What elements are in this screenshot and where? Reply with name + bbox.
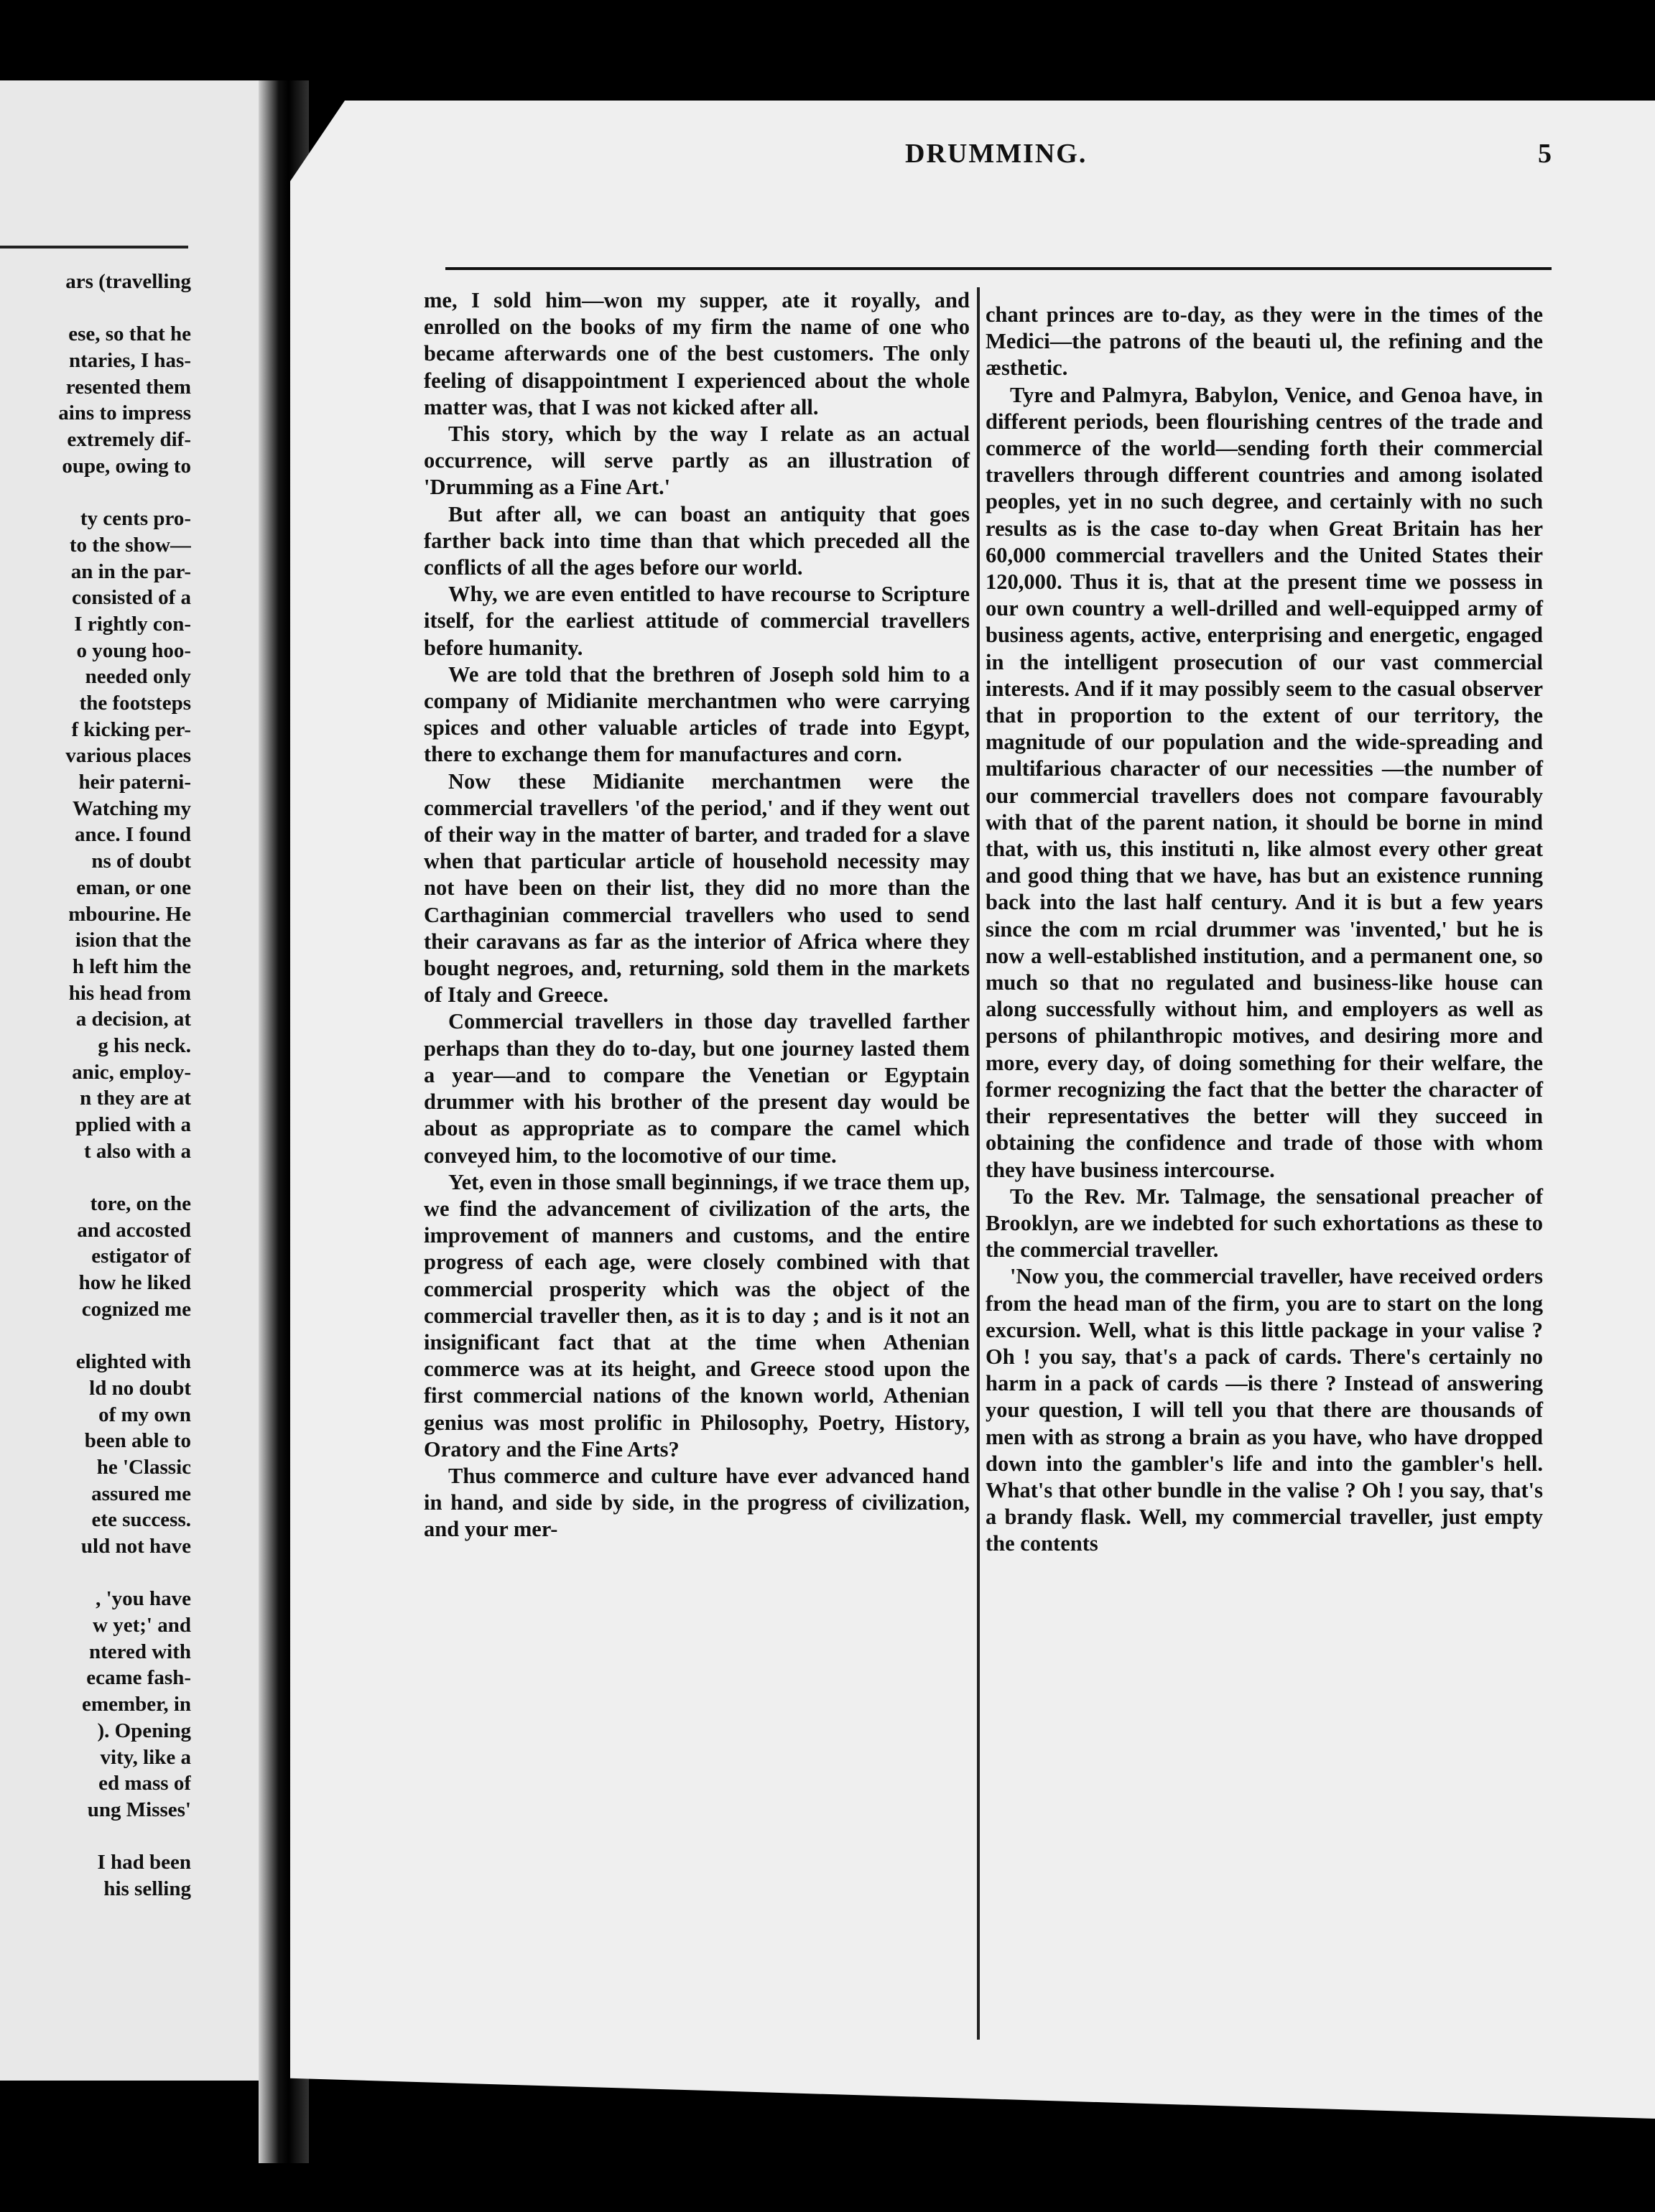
text-line-fragment: g his neck. [98,1033,191,1057]
text-line-fragment: Watching my [72,796,191,820]
page-header [445,138,1552,169]
text-line-fragment: various places [65,744,191,768]
line-gap [3,1823,191,1850]
paragraph: This story, which by the way I relate as an actual occurrence, will serve partly as an illustration of 'Drumming as a Fine Art.' [424,422,970,500]
left-page-text [3,269,191,1902]
paragraph: Tyre and Palmyra, Babylon, Venice, and Genoa have, in different periods, been flourishing centres of the trade and commerce of the world—sending forth their commercial travellers through different countries and among isolated peoples, yet in no such degree, and certainly with no such results as is the case to-day when Great Britain has her 60,000 commercial travellers and the United States their 120,000. Thus it is, that at the present time we possess in our own country a well-drilled and well-equipped army of business agents, active, enterprising and energetic, engaged in the intelligent prosecution of our vast commercial interests. And if it may possibly seem to the casual observer that in proportion to the extent of our territory, the magnitude of our population and the wide-spreading and multifarious character of our necessities —the number of our commercial travellers does not compare favourably with that of the parent nation, it should be borne in mind that, with us, this instituti n, like almost every other great and good thing that we have, has but an existence running back into the last half century. And it is but a few years since the com m rcial drummer was 'invented,' but he is now a well-established institution, and a permanent one, so much so that no regulated and business-like house can along successfully without him, and employers as well as persons of philanthropic motives, and desiring more and more, every day, of doing something for their welfare, the former recognizing the fact that the better the character of their representatives the better will they succeed in obtaining the confidence and trade of those with whom they have business intercourse. [986,382,1543,1182]
text-line-fragment: he 'Classic [96,1455,191,1479]
text-line-fragment: ete success. [91,1508,191,1532]
text-line-fragment: uld not have [80,1535,191,1558]
text-line-fragment: , 'you have [96,1587,191,1611]
page-number: 5 [1538,139,1552,169]
text-line-fragment: emember, in [82,1693,191,1716]
text-line-fragment: assured me [91,1482,191,1505]
left-page-fragment [0,80,296,2081]
line-gap [3,1560,191,1586]
text-line-fragment: mbourine. He [68,902,191,926]
text-line-fragment: needed only [85,665,191,689]
text-line-fragment: I had been [97,1851,191,1874]
line-gap [3,1323,191,1349]
text-line-fragment: cognized me [81,1297,191,1321]
paragraph: Yet, even in those small beginnings, if we trace them up, we find the advancement of civilization of the arts, the improvement of manners and customs, and the entire progress of each age, were closely combined with that commercial prosperity which was the object of the commercial traveller then, as it is to day ; and is it not an insignificant fact that at the time when Athenian commerce was at its height, and Greece stood upon the first commercial nations of the known world, Athenian genius was most prolific in Philosophy, Poetry, History, Oratory and the Fine Arts? [424,1169,970,1462]
text-line-fragment: and accosted [77,1218,191,1242]
text-line-fragment: eman, or one [76,875,191,899]
text-line-fragment: resented them [65,375,191,399]
text-column-left [424,287,970,1543]
paragraph: To the Rev. Mr. Talmage, the sensational preacher of Brooklyn, are we indebted for such exhortations as these to the commercial traveller. [986,1184,1543,1263]
text-line-fragment: the footsteps [79,692,191,715]
paragraph: me, I sold him—won my supper, ate it royally, and enrolled on the books of my firm the name of one who became afterwards one of the best customers. The only feeling of disappointment I experienced about the whole matter was, that I was not kicked after all. [424,288,970,419]
paragraph: 'Now you, the commercial traveller, have received orders from the head man of the firm, you are to start on the long excursion. Well, what is this little package in your valise ? Oh ! you say, that's a pack of cards. There's certainly no harm in a pack of cards —is there ? Instead of answering your question, I will tell you that there are thousands of men with as strong a brain as you have, who have dropped down into the gambler's life and into the gambler's hell. What's that other bundle in the valise ? Oh ! you say, that's a brandy flask. Well, my commercial traveller, just empty the contents [986,1264,1543,1556]
text-line-fragment: elighted with [75,1350,191,1374]
text-line-fragment: ision that the [75,929,191,952]
text-line-fragment: anic, employ- [72,1060,191,1084]
text-line-fragment: w yet;' and [93,1614,191,1637]
text-line-fragment: ecame fash- [86,1666,191,1690]
text-line-fragment: been able to [84,1429,191,1453]
text-line-fragment: consisted of a [72,586,191,610]
column-divider [977,287,980,2040]
text-line-fragment: t also with a [83,1139,191,1163]
text-line-fragment: ung Misses' [87,1798,191,1821]
text-line-fragment: an in the par- [70,559,191,583]
text-line-fragment: ntered with [88,1640,191,1663]
text-line-fragment: ntaries, I has- [69,349,191,373]
text-line-fragment: I rightly con- [74,612,191,636]
text-line-fragment: ars (travelling [65,270,191,293]
text-line-fragment: ). Opening [97,1719,191,1742]
text-line-fragment: vity, like a [100,1745,191,1769]
text-line-fragment: ty cents pro- [80,507,191,531]
text-line-fragment: of my own [98,1403,191,1426]
text-line-fragment: ains to impress [58,401,191,425]
text-line-fragment: ance. I found [75,823,191,847]
text-line-fragment: ese, so that he [68,322,191,346]
paragraph: We are told that the brethren of Joseph sold him to a company of Midianite merchantmen who were carrying spices and other valuable articles of trade into Egypt, there to exchange them for manufactures and corn. [424,661,970,767]
text-line-fragment: estigator of [91,1245,191,1268]
text-line-fragment: a decision, at [75,1008,191,1031]
paragraph: chant princes are to-day, as they were in the times of the Medici—the patrons of the beauti ul, the refining and the æsthetic. [986,302,1543,381]
text-line-fragment: o young hoo- [76,638,191,662]
line-gap [3,480,191,506]
header-rule [445,267,1552,270]
text-line-fragment: f kicking per- [71,717,191,741]
text-line-fragment: to the show— [69,533,191,557]
paragraph: Thus commerce and culture have ever advanced hand in hand, and side by side, in the progress of civilization, and your mer- [424,1463,970,1542]
paragraph: But after all, we can boast an antiquity that goes farther back into time than that which preceded all the conflicts of all the ages before our world. [424,501,970,580]
text-line-fragment: ed mass of [98,1772,191,1795]
text-line-fragment: his selling [103,1877,191,1900]
paragraph: Now these Midianite merchantmen were the commercial travellers 'of the period,' and if they went out of their way in the matter of barter, and traded for a slave when that particular article of household necessity may not have been on their list, they did no more than the Carthaginian commercial travellers who used to send their caravans as far as the interior of Africa where they bought negroes, and, returning, sold them in the markets of Italy and Greece. [424,768,970,1008]
left-page-rule [0,246,188,248]
paragraph: Why, we are even entitled to have recourse to Scripture itself, for the earliest attitude of commercial travellers before humanity. [424,582,970,660]
running-title: DRUMMING. [905,139,1088,169]
text-line-fragment: tore, on the [90,1192,191,1216]
text-line-fragment: oupe, owing to [62,454,191,478]
text-line-fragment: ld no doubt [89,1376,191,1400]
text-line-fragment: pplied with a [75,1113,191,1136]
paragraph: Commercial travellers in those day travelled farther perhaps than they do to-day, but one journey lasted them a year—and to compare the Venetian or Egyptain drummer with his brother of the present day would be about as appropriate as to compare the camel which conveyed him, to the locomotive of our time. [424,1009,970,1168]
text-line-fragment: heir paterni- [78,771,191,794]
text-line-fragment: ns of doubt [91,850,191,873]
text-line-fragment: h left him the [72,954,191,978]
text-line-fragment: n they are at [80,1087,191,1110]
text-line-fragment: extremely dif- [67,428,191,452]
text-line-fragment: his head from [68,981,191,1005]
text-column-right [986,302,1543,1558]
line-gap [3,1164,191,1191]
text-line-fragment: how he liked [78,1271,191,1295]
line-gap [3,295,191,322]
